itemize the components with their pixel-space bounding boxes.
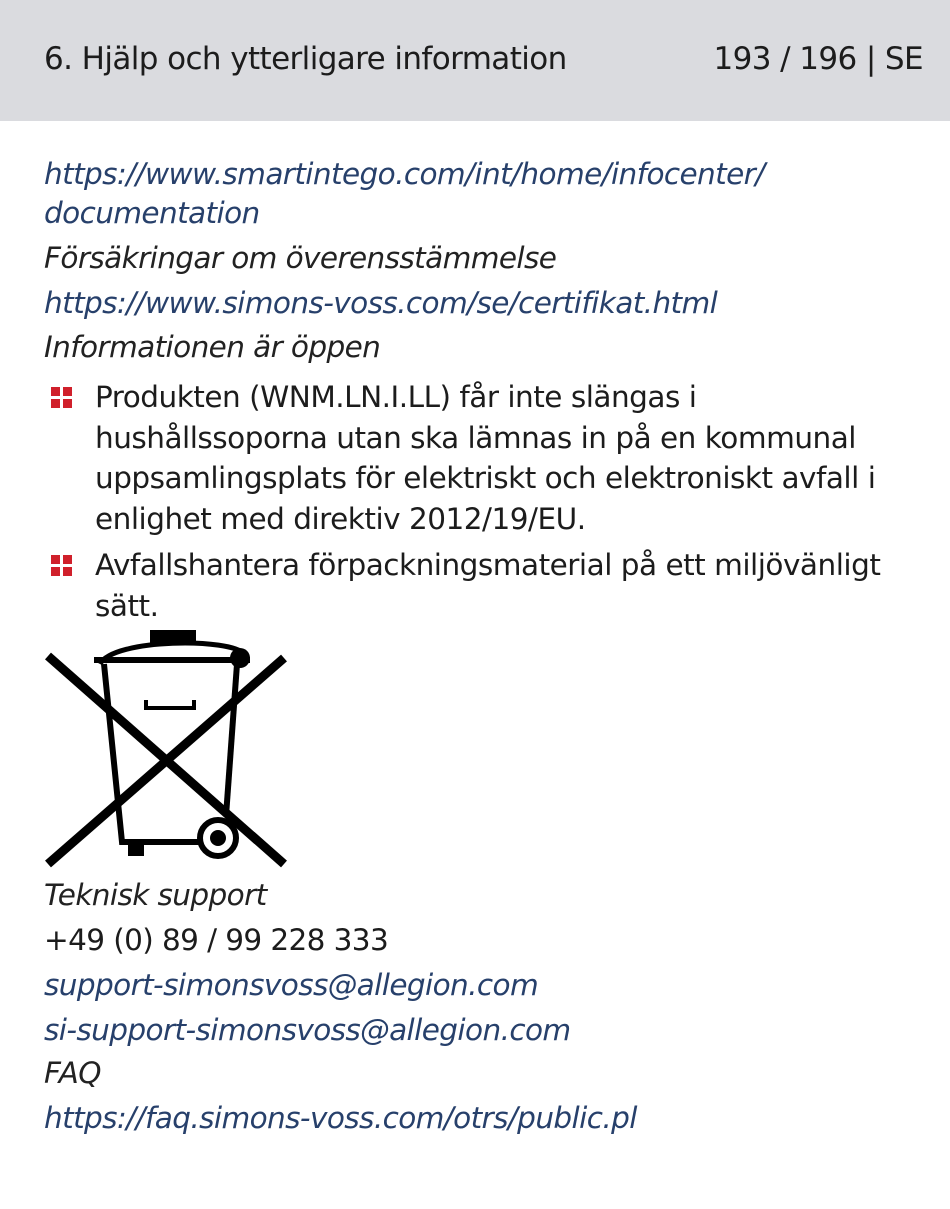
support-phone: +49 (0) 89 / 99 228 333 — [44, 923, 389, 957]
support-heading: Teknisk support — [44, 878, 267, 912]
support-email-1[interactable]: support-simonsvoss@allegion.com — [44, 968, 539, 1002]
bullet-icon — [51, 387, 73, 409]
faq-heading: FAQ — [44, 1056, 101, 1090]
conformity-link[interactable]: https://www.simons-voss.com/se/certifikat.html — [44, 286, 718, 320]
chapter-title: 6. Hjälp och ytterligare information — [44, 41, 567, 77]
documentation-link-line-2[interactable]: documentation — [44, 196, 260, 230]
packaging-bullet-text: Avfallshantera förpackningsmaterial på ett miljövänligt sätt. — [95, 548, 881, 623]
page-number: 193 / 196 | SE — [713, 41, 923, 77]
page-header — [0, 0, 950, 121]
support-email-2[interactable]: si-support-simonsvoss@allegion.com — [44, 1013, 571, 1047]
documentation-link-line-1[interactable]: https://www.smartintego.com/int/home/infocenter/ — [44, 157, 765, 191]
disposal-bullet-text: Produkten (WNM.LN.I.LL) får inte slängas i hushållssoporna utan ska lämnas in på en kommunal uppsamlingsplats för elektriskt och elektroniskt avfall i enlighet med direktiv 2012/19/EU. — [95, 380, 876, 536]
bullet-icon — [51, 555, 73, 577]
info-heading: Informationen är öppen — [44, 330, 381, 364]
faq-link[interactable]: https://faq.simons-voss.com/otrs/public.pl — [44, 1101, 637, 1135]
conformity-heading: Försäkringar om överensstämmelse — [44, 241, 557, 275]
crossed-out-wheelie-bin-icon — [44, 628, 288, 870]
